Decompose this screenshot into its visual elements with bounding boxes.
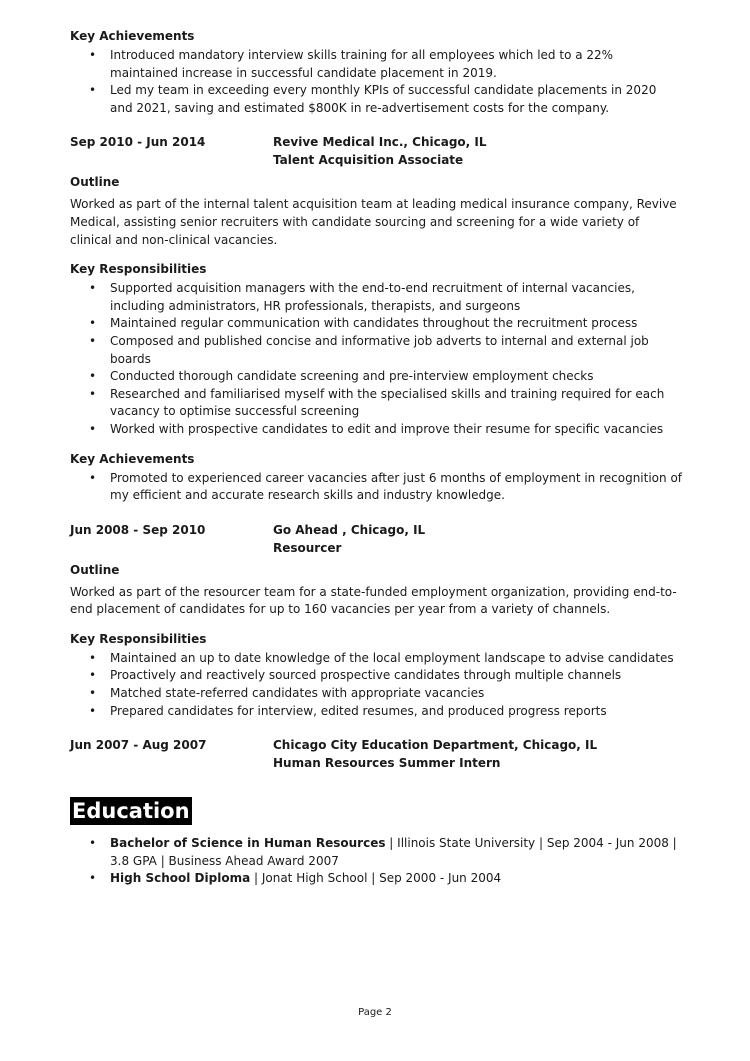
- list-item: • Maintained regular communication with candidates throughout the recruitment process: [110, 315, 682, 333]
- achievements-list: [70, 470, 682, 505]
- job-outline: Worked as part of the resourcer team for a state-funded employment organization, providing end-to-end placement of candidates for up to 160 vacancies per year from a variety of channels.: [70, 584, 677, 617]
- responsibilities-list: [70, 650, 682, 720]
- job-dates: Jun 2007 - Aug 2007: [70, 738, 207, 753]
- education-degree: High School Diploma: [110, 871, 251, 886]
- education-list: [70, 835, 682, 888]
- job-header: [70, 521, 682, 557]
- list-item: • Matched state-referred candidates with appropriate vacancies: [110, 685, 682, 703]
- list-item: • Researched and familiarised myself with the specialised skills and training required for each vacancy to optimise successful screening: [110, 386, 682, 421]
- education-details: | Illinois State University | Sep 2004 - Jun 2008 | 3.8 GPA | Business Ahead Award 2007: [110, 836, 677, 868]
- resume-page: [70, 28, 682, 888]
- list-item: • Led my team in exceeding every monthly KPIs of successful candidate placements in 2020 and 2021, saving and estimated $800K in re-advertisement costs for the company.: [110, 82, 682, 117]
- job-company: Revive Medical Inc., Chicago, IL: [273, 135, 487, 150]
- section-heading-outline: Outline: [70, 562, 120, 577]
- education-degree: Bachelor of Science in Human Resources: [110, 836, 386, 851]
- section-heading-key-responsibilities: Key Responsibilities: [70, 262, 207, 277]
- list-item: • Worked with prospective candidates to edit and improve their resume for specific vacancies: [110, 421, 682, 439]
- job-company: Go Ahead , Chicago, IL: [273, 522, 426, 537]
- job-title: Resourcer: [273, 540, 342, 555]
- job-dates: Jun 2008 - Sep 2010: [70, 522, 206, 537]
- section-heading-key-responsibilities: Key Responsibilities: [70, 631, 207, 646]
- job-company: Chicago City Education Department, Chicago, IL: [273, 738, 598, 753]
- section-heading-key-achievements: Key Achievements: [70, 451, 195, 466]
- job-title: Human Resources Summer Intern: [273, 756, 501, 771]
- list-item: • Supported acquisition managers with the end-to-end recruitment of internal vacancies, including administrators, HR professionals, therapists, and surgeons: [110, 280, 682, 315]
- job-dates: Sep 2010 - Jun 2014: [70, 135, 206, 150]
- list-item: • Conducted thorough candidate screening and pre-interview employment checks: [110, 368, 682, 386]
- job-info: [273, 521, 425, 557]
- list-item: • Composed and published concise and informative job adverts to internal and external job boards: [110, 333, 682, 368]
- section-heading-key-achievements: Key Achievements: [70, 29, 195, 43]
- job-title: Talent Acquisition Associate: [273, 153, 464, 168]
- list-item: • Prepared candidates for interview, edited resumes, and produced progress reports: [110, 703, 682, 721]
- list-item: • Promoted to experienced career vacancies after just 6 months of employment in recognition of my efficient and accurate research skills and industry knowledge.: [110, 470, 682, 505]
- responsibilities-list: [70, 280, 682, 438]
- education-section: [70, 797, 682, 888]
- page-number: Page 2: [358, 1007, 392, 1018]
- list-item: • Introduced mandatory interview skills training for all employees which led to a 22% maintained increase in successful candidate placement in 2019.: [110, 47, 682, 82]
- list-item: • Maintained an up to date knowledge of the local employment landscape to advise candidates: [110, 650, 682, 668]
- education-heading: Education: [72, 799, 190, 824]
- achievements-list: [70, 47, 682, 117]
- job-info: [273, 133, 487, 169]
- section-heading-outline: Outline: [70, 175, 120, 190]
- job-outline: Worked as part of the internal talent acquisition team at leading medical insurance company, Revive Medical, assisting senior recruiters with candidate sourcing and screening for a wide variety of clinical and non-clinical vacancies.: [70, 197, 677, 247]
- job-info: [273, 736, 597, 772]
- list-item: • Proactively and reactively sourced prospective candidates through multiple channels: [110, 667, 682, 685]
- job-header: [70, 133, 682, 169]
- job-header: [70, 736, 682, 772]
- list-item: [110, 835, 682, 870]
- education-details: | Jonat High School | Sep 2000 - Jun 2004: [250, 871, 502, 886]
- list-item: [110, 870, 682, 888]
